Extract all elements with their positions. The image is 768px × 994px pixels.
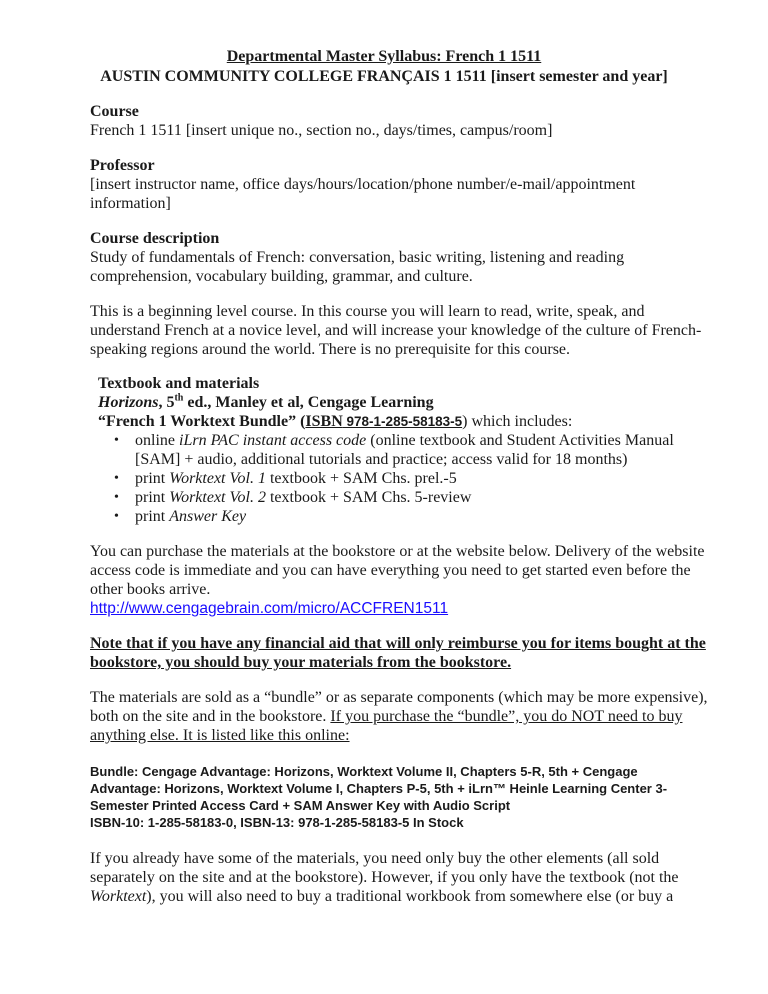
listing-line: Advantage: Horizons, Worktext Volume I, Chapters P-5, 5th + iLrn™ Heinle Learning Center 3- bbox=[90, 781, 668, 796]
bundle-info-line: anything else. It is listed like this online: bbox=[90, 727, 350, 744]
financial-aid-note: Note that if you have any financial aid that will only reimburse you for items bought at the bbox=[90, 635, 706, 652]
bullet-item: • online iLrn PAC instant access code (online textbook and Student Activities Manual bbox=[114, 432, 674, 449]
professor-line: [insert instructor name, office days/hours/location/phone number/e-mail/appointment bbox=[90, 176, 636, 193]
listing-line: Bundle: Cengage Advantage: Horizons, Worktext Volume II, Chapters 5-R, 5th + Cengage bbox=[90, 764, 638, 779]
bundle-info-line: both on the site and in the bookstore. If you purchase the “bundle”, you do NOT need to buy bbox=[90, 708, 683, 725]
description-paragraph-line: This is a beginning level course. In this course you will learn to read, write, speak, and bbox=[90, 303, 645, 320]
partial-line: If you already have some of the materials, you need only buy the other elements (all sold bbox=[90, 850, 660, 867]
purchase-line: You can purchase the materials at the bookstore or at the website below. Delivery of the website bbox=[90, 543, 705, 560]
isbn-number: 978-1-285-58183-5 bbox=[342, 414, 463, 429]
cengagebrain-link[interactable]: http://www.cengagebrain.com/micro/ACCFREN1511 bbox=[90, 600, 449, 617]
description-paragraph-line: speaking regions around the world. There is no prerequisite for this course. bbox=[90, 341, 571, 358]
partial-line: separately on the site and at the bookstore). However, if you only have the textbook (not the bbox=[90, 869, 679, 886]
financial-aid-note: bookstore, you should buy your materials from the bookstore. bbox=[90, 654, 512, 671]
book-title: Horizons bbox=[98, 394, 159, 411]
textbook-heading: Textbook and materials bbox=[98, 375, 260, 392]
bullet-item: • print Worktext Vol. 1 textbook + SAM Chs. prel.-5 bbox=[114, 470, 457, 487]
document-title: Departmental Master Syllabus: French 1 1511 bbox=[226, 48, 542, 65]
description-paragraph-line: understand French at a novice level, and will increase your knowledge of the culture of French- bbox=[90, 322, 702, 339]
bullet-item: • print Answer Key bbox=[114, 508, 247, 525]
partial-line: Worktext), you will also need to buy a traditional workbook from somewhere else (or buy a bbox=[90, 888, 674, 905]
textbook-title-line: Horizons, 5th ed., Manley et al, Cengage Learning bbox=[98, 392, 434, 411]
purchase-line: other books arrive. bbox=[90, 581, 211, 598]
purchase-line: access code is immediate and you can have everything you need to get started even before the bbox=[90, 562, 691, 579]
description-line: Study of fundamentals of French: conversation, basic writing, listening and reading bbox=[90, 249, 625, 266]
course-heading: Course bbox=[90, 103, 139, 120]
professor-line: information] bbox=[90, 195, 171, 212]
listing-line: ISBN-10: 1-285-58183-0, ISBN-13: 978-1-285-58183-5 In Stock bbox=[90, 815, 464, 830]
description-heading: Course description bbox=[90, 230, 220, 247]
description-line: comprehension, vocabulary building, grammar, and culture. bbox=[90, 268, 473, 285]
bullet-item: • print Worktext Vol. 2 textbook + SAM Chs. 5-review bbox=[114, 489, 472, 506]
listing-line: Semester Printed Access Card + SAM Answer Key with Audio Script bbox=[90, 798, 511, 813]
course-text: French 1 1511 [insert unique no., section no., days/times, campus/room] bbox=[90, 122, 553, 139]
bundle-info-line: The materials are sold as a “bundle” or as separate components (which may be more expensive), bbox=[90, 689, 708, 706]
bullet-item-continuation: [SAM] + audio, additional tutorials and practice; access valid for 18 months) bbox=[135, 451, 628, 468]
bundle-line: “French 1 Worktext Bundle” (ISBN 978-1-285-58183-5) which includes: bbox=[98, 413, 573, 430]
document-subtitle: AUSTIN COMMUNITY COLLEGE FRANÇAIS 1 1511 [insert semester and year] bbox=[100, 68, 668, 85]
professor-heading: Professor bbox=[90, 157, 155, 174]
